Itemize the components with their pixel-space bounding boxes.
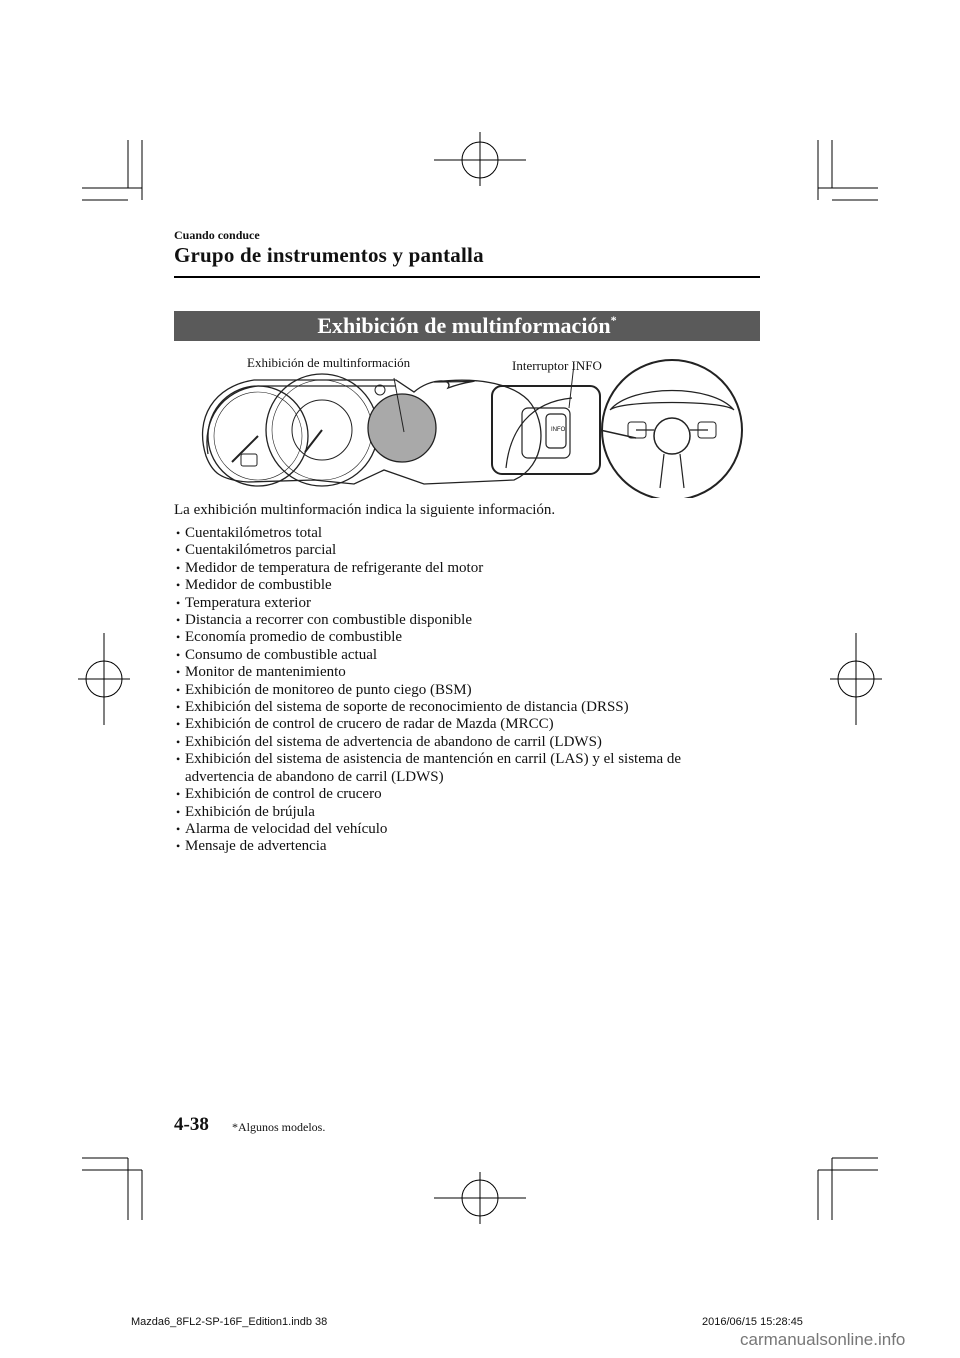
info-item-list xyxy=(176,525,736,856)
list-item: • Temperatura exterior xyxy=(176,595,736,612)
page-title: Grupo de instrumentos y pantalla xyxy=(174,243,484,267)
list-item: • Exhibición del sistema de asistencia de mantención en carril (LAS) y el sistema de advertencia de abandono de carril (LDWS) xyxy=(176,751,736,786)
list-item: • Exhibición de control de crucero xyxy=(176,786,736,803)
list-item: • Exhibición de brújula xyxy=(176,804,736,821)
banner-asterisk: * xyxy=(610,313,617,327)
list-item: • Monitor de mantenimiento xyxy=(176,664,736,681)
multinformation-display-screen xyxy=(368,394,436,462)
instrument-cluster-illustration xyxy=(174,348,760,498)
list-item: • Exhibición de monitoreo de punto ciego (BSM) xyxy=(176,682,736,699)
section-label: Cuando conduce xyxy=(174,228,260,242)
steering-wheel xyxy=(602,360,742,498)
list-item: • Cuentakilómetros parcial xyxy=(176,542,736,559)
title-rule xyxy=(174,276,760,278)
list-item: • Exhibición de control de crucero de radar de Mazda (MRCC) xyxy=(176,716,736,733)
footnote: *Algunos modelos. xyxy=(232,1120,326,1134)
list-item: • Economía promedio de combustible xyxy=(176,629,736,646)
file-info: Mazda6_8FL2-SP-16F_Edition1.indb 38 xyxy=(131,1316,328,1328)
info-button-text: INFO xyxy=(551,427,566,433)
list-item: • Medidor de combustible xyxy=(176,577,736,594)
banner-title: Exhibición de multinformación xyxy=(317,313,611,338)
list-item: • Alarma de velocidad del vehículo xyxy=(176,821,736,838)
print-datetime: 2016/06/15 15:28:45 xyxy=(702,1316,803,1328)
watermark: carmanualsonline.info xyxy=(740,1330,906,1349)
list-item: • Mensaje de advertencia xyxy=(176,838,736,855)
list-item: • Cuentakilómetros total xyxy=(176,525,736,542)
section-banner xyxy=(174,311,760,341)
list-item: • Exhibición del sistema de soporte de reconocimiento de distancia (DRSS) xyxy=(176,699,736,716)
label-multinformation-display: Exhibición de multinformación xyxy=(247,355,411,370)
list-item: • Distancia a recorrer con combustible disponible xyxy=(176,612,736,629)
list-item: • Medidor de temperatura de refrigerante del motor xyxy=(176,560,736,577)
list-item: • Consumo de combustible actual xyxy=(176,647,736,664)
label-info-switch: Interruptor INFO xyxy=(512,358,602,373)
intro-text: La exhibición multinformación indica la siguiente información. xyxy=(174,502,556,518)
list-item: • Exhibición del sistema de advertencia de abandono de carril (LDWS) xyxy=(176,734,736,751)
page-number: 4-38 xyxy=(174,1114,209,1135)
